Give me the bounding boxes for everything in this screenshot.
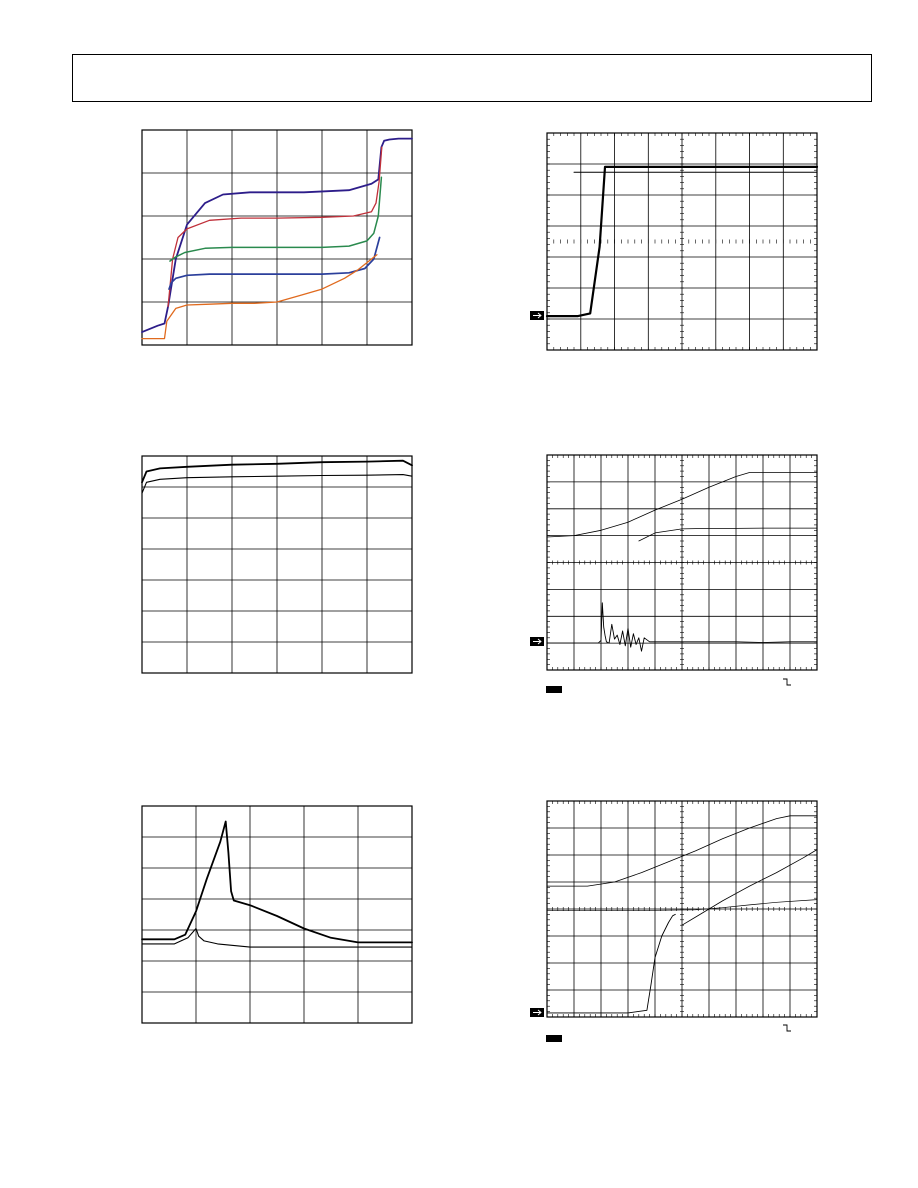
status-block xyxy=(546,686,562,693)
plot-area xyxy=(142,456,412,673)
status-block xyxy=(546,1035,562,1042)
plot-1-colored-curves xyxy=(142,130,412,345)
series-line-4 xyxy=(169,238,380,290)
page-header-box xyxy=(72,54,872,102)
channel-marker xyxy=(530,311,544,320)
series-line-2 xyxy=(142,929,412,948)
plot-area xyxy=(142,130,412,345)
trigger-edge-icon xyxy=(783,679,791,685)
series-line-1 xyxy=(142,822,412,943)
channel-marker xyxy=(530,1008,544,1017)
plot-6-scope-ramps xyxy=(547,801,817,1017)
series-line-3 xyxy=(547,914,675,1013)
trigger-edge-icon xyxy=(783,1025,791,1031)
plot-2-step-response xyxy=(547,133,817,350)
plot-area xyxy=(547,133,817,350)
series-line-4 xyxy=(682,850,817,926)
series-line-5 xyxy=(142,255,377,339)
plot-3-flat-traces xyxy=(142,456,412,673)
series-line-2 xyxy=(168,147,382,306)
channel-marker xyxy=(530,637,544,646)
plot-area xyxy=(547,455,817,670)
plot-4-scope-transient xyxy=(547,455,817,670)
plot-area xyxy=(547,801,817,1017)
plot-frame xyxy=(142,806,412,1023)
plot-area xyxy=(142,806,412,1023)
plot-5-peak-pulse xyxy=(142,806,412,1023)
